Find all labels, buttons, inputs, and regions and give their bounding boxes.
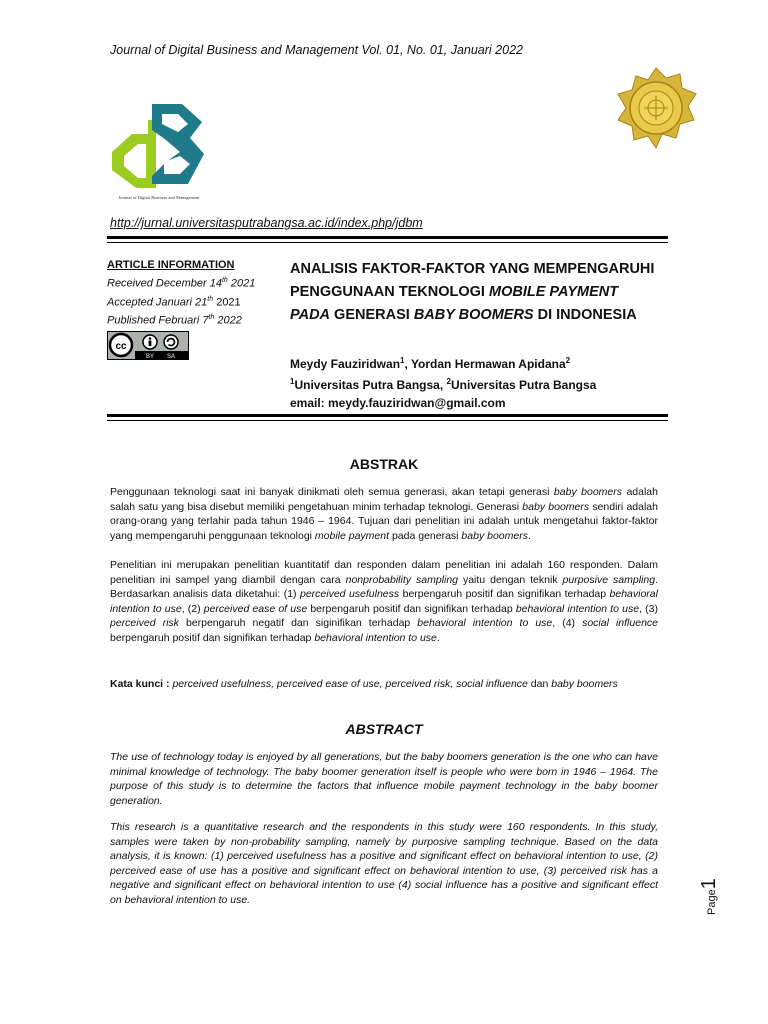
abstrak-paragraph-2: Penelitian ini merupakan penelitian kuantitatif dan responden dalam penelitian ini adalah 160 responden. Dalam penelitian ini sampel yang diambil dengan cara nonprobability sampling yaitu dengan teknik purposive sampling. Berdasarkan analisis data diketahui: (1) perceived usefulness berpengaruh positif dan signifikan terhadap behavioral intention to use, (2) perceived ease of use berpengaruh positif dan signifikan terhadap behavioral intention to use, (3) perceived risk berpengaruh negatif dan siginifikan terhadap behavioral intention to use, (4) social influence berpengaruh positif dan signifikan terhadap behavioral intention to use. xyxy=(110,559,659,644)
article-info-heading: ARTICLE INFORMATION xyxy=(107,259,235,271)
info-divider xyxy=(107,414,668,417)
page-number: Page1 xyxy=(698,878,720,915)
info-divider-thin xyxy=(107,420,668,421)
header-divider xyxy=(107,236,668,239)
svg-text:BY: BY xyxy=(145,354,155,360)
abstrak-paragraph-1: Penggunaan teknologi saat ini banyak dinikmati oleh semua generasi, akan tetapi generasi baby boomers adalah salah satu yang bisa disebut memiliki pengetahuan minim terhadap teknologi. Generasi baby boomers sendiri adalah orang-orang yang terlahir pada tahun 1946 – 1964. Tujuan dari penelitian ini adalah untuk mengetahui faktor-faktor yang mempengaruhi penggunaan teknologi mobile payment pada generasi baby boomers. xyxy=(110,486,658,542)
header-divider-thin xyxy=(107,242,668,243)
author-names: Meydy Fauziridwan$^1$, Yordan Hermawan Apidana$^2$ xyxy=(290,356,571,371)
svg-text:SA: SA xyxy=(166,354,176,360)
jdbm-logo-icon xyxy=(108,100,210,206)
logo-caption: Journal of Digital Business and Management xyxy=(118,195,200,200)
abstrak-title: ABSTRAK xyxy=(349,456,419,472)
journal-header: Journal of Digital Business and Management Vol. 01, No. 01, Januari 2022 xyxy=(110,43,523,57)
keywords: Kata kunci : perceived usefulness, perceived ease of use, perceived risk, social influence dan baby boomers xyxy=(110,678,618,690)
cc-by-sa-icon xyxy=(107,331,189,360)
abstract-paragraph-1: The use of technology today is enjoyed by all generations, but the baby boomers generation is the one who can have minimal knowledge of technology. The baby boomer generation itself is people who were born in 1946 – 1964. The purpose of this study is to determine the factors that influence mobile payment technology in the baby boomer generation. xyxy=(110,751,658,807)
journal-url-link[interactable]: http://jurnal.universitasputrabangsa.ac.id/index.php/jdbm xyxy=(110,216,423,230)
published-date: Published Februari 7th 2022 xyxy=(107,314,242,327)
affiliations: $^1$Universitas Putra Bangsa, $^2$Universitas Putra Bangsa xyxy=(290,377,597,392)
authors-block xyxy=(290,352,596,412)
abstract-title: ABSTRACT xyxy=(345,721,423,737)
received-date: Received December 14th 2021 xyxy=(107,277,256,290)
accepted-date: Accepted Januari 21th 2021 xyxy=(107,295,241,309)
abstract-paragraph-2: This research is a quantitative research and the respondents in this study were 160 respondents. In this study, samples were taken by non-probability sampling, namely by purposive sampling technique. Based on the data analysis, it is known: (1) perceived usefulness has a positive and significant effect on behavioral intention to use, (2) perceived ease of use has a positive and significant effect on behavioral intention to use, (3) perceived risk has a negative and significant effect on behavioral intention to use (4) social influence has a positive and significant effect on behavioral intention to use. xyxy=(110,821,658,906)
article-info xyxy=(107,258,255,329)
university-seal-icon xyxy=(614,66,698,150)
article-title: ANALISIS FAKTOR-FAKTOR YANG MEMPENGARUHI PENGGUNAAN TEKNOLOGI MOBILE PAYMENT PADA GENERASI BABY BOOMERS DI INDONESIA xyxy=(290,261,655,323)
author-email: email: meydy.fauziridwan@gmail.com xyxy=(290,396,506,410)
svg-text:cc: cc xyxy=(115,341,127,352)
